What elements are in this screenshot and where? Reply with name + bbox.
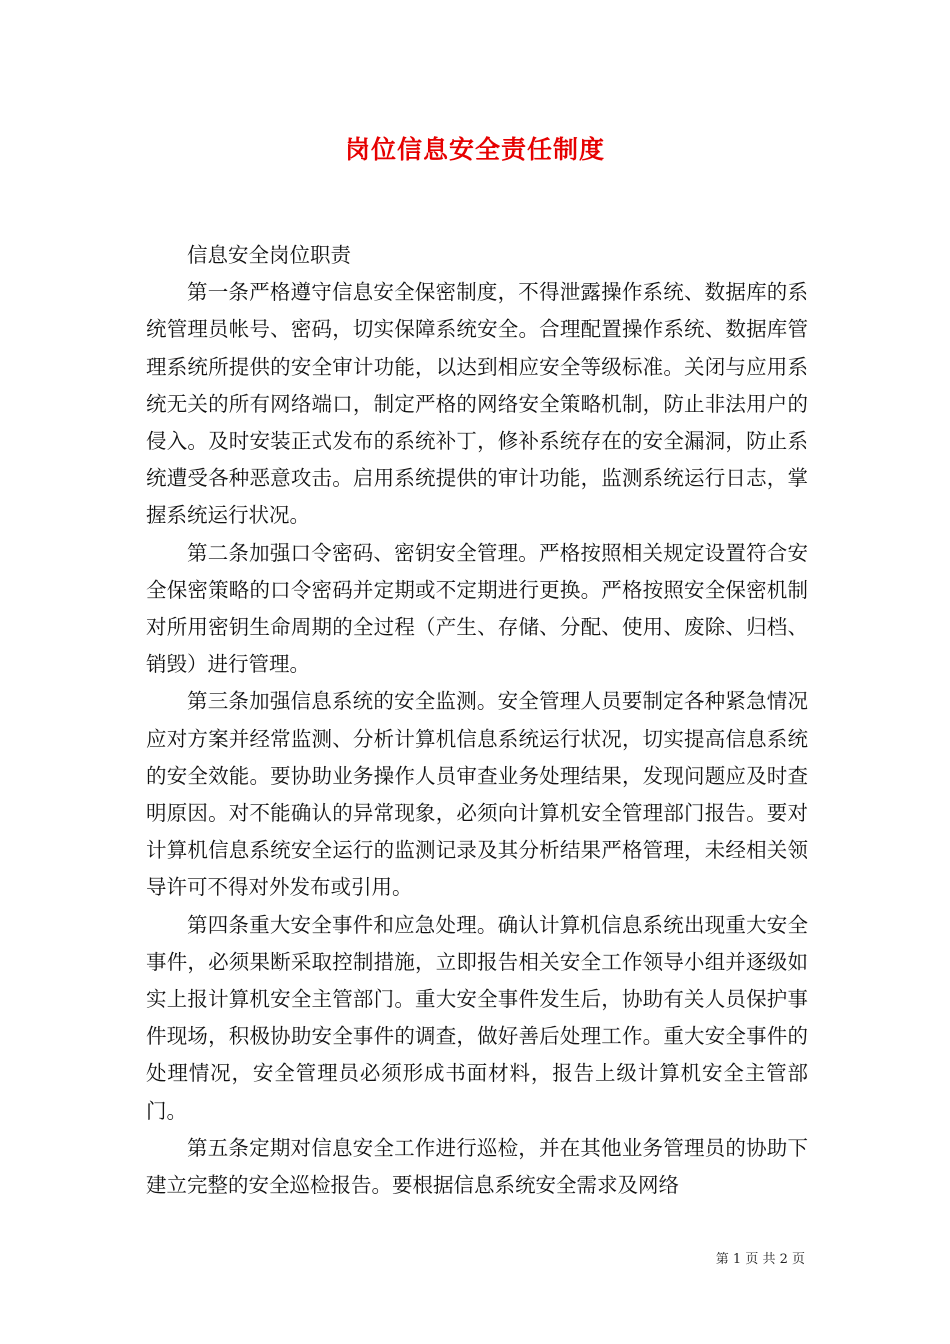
- document-body: [146, 237, 808, 1204]
- section-heading: 信息安全岗位职责: [187, 243, 351, 267]
- paragraph-article-4: 第四条重大安全事件和应急处理。确认计算机信息系统出现重大安全事件，必须果断采取控制措施，立即报告相关安全工作领导小组并逐级如实上报计算机安全主管部门。重大安全事件发生后，协助有关人员保护事件现场，积极协助安全事件的调查，做好善后处理工作。重大安全事件的处理情况，安全管理员必须形成书面材料，报告上级计算机安全主管部门。: [146, 912, 808, 1123]
- paragraph-article-3: 第三条加强信息系统的安全监测。安全管理人员要制定各种紧急情况应对方案并经常监测、分析计算机信息系统运行状况，切实提高信息系统的安全效能。要协助业务操作人员审查业务处理结果，发现问题应及时查明原因。对不能确认的异常现象，必须向计算机安全管理部门报告。要对计算机信息系统安全运行的监测记录及其分析结果严格管理，未经相关领导许可不得对外发布或引用。: [146, 689, 808, 900]
- paragraph-article-5: 第五条定期对信息安全工作进行巡检，并在其他业务管理员的协助下建立完整的安全巡检报告。要根据信息系统安全需求及网络: [146, 1135, 808, 1198]
- document-title: 岗位信息安全责任制度: [344, 135, 605, 164]
- page-number: 第 1 页 共 2 页: [715, 1252, 805, 1267]
- paragraph-article-1: 第一条严格遵守信息安全保密制度，不得泄露操作系统、数据库的系统管理员帐号、密码，切实保障系统安全。合理配置操作系统、数据库管理系统所提供的安全审计功能，以达到相应安全等级标准。关闭与应用系统无关的所有网络端口，制定严格的网络安全策略机制，防止非法用户的侵入。及时安装正式发布的系统补丁，修补系统存在的安全漏洞，防止系统遭受各种恶意攻击。启用系统提供的审计功能，监测系统运行日志，掌握系统运行状况。: [146, 280, 808, 528]
- paragraph-article-2: 第二条加强口令密码、密钥安全管理。严格按照相关规定设置符合安全保密策略的口令密码并定期或不定期进行更换。严格按照安全保密机制对所用密钥生命周期的全过程（产生、存储、分配、使用、废除、归档、销毁）进行管理。: [146, 540, 808, 677]
